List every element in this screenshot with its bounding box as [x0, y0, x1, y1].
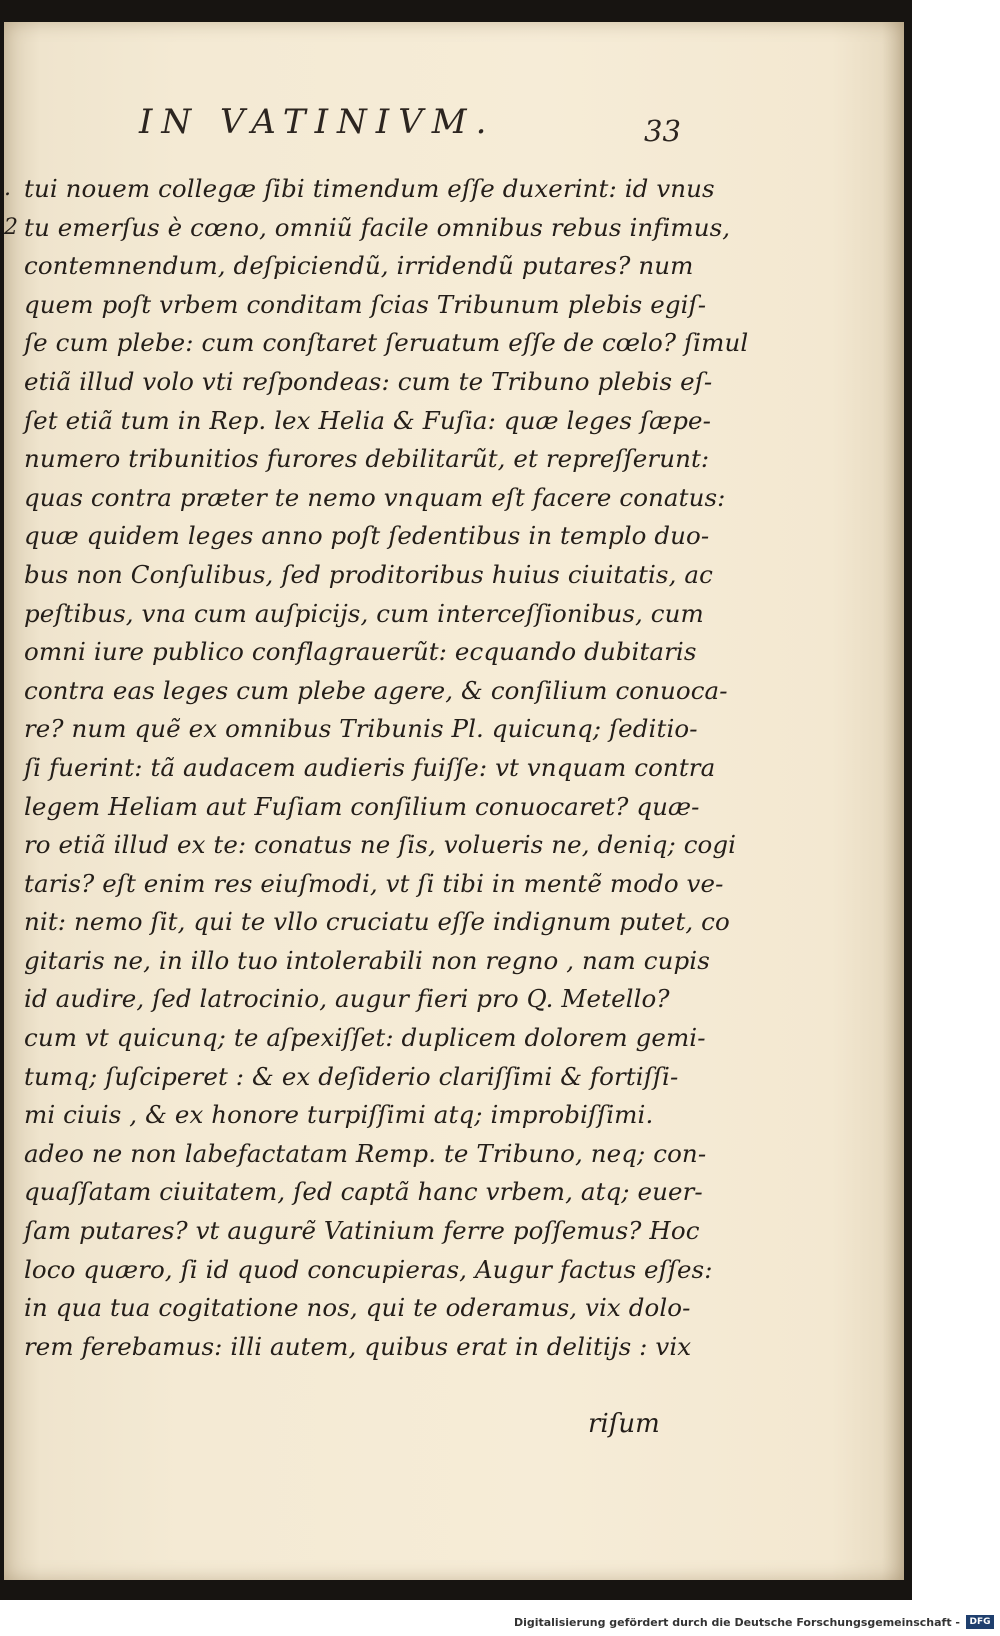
text-line	[4, 1058, 904, 1097]
text-line	[4, 324, 904, 363]
text-line	[4, 1289, 904, 1328]
text-line-content: bus non Conſulibus, ſed proditoribus huius ciuitatis, ac	[24, 559, 713, 589]
text-line	[4, 633, 904, 672]
text-line	[4, 942, 904, 981]
text-line-content: ſam putares? vt augurẽ Vatinium ferre poſſemus? Hoc	[24, 1216, 700, 1246]
catchword: riſum	[588, 1409, 660, 1439]
text-line-content: in qua tua cogitatione nos, qui te oderamus, vix dolo-	[24, 1293, 691, 1323]
footer-bar	[0, 1613, 1000, 1636]
body-text	[4, 170, 904, 1366]
funding-notice: Digitalisierung gefördert durch die Deutsche Forschungsgemeinschaft -	[513, 1616, 960, 1629]
text-line	[4, 247, 904, 286]
text-line	[4, 1251, 904, 1290]
text-line	[4, 517, 904, 556]
text-line	[4, 1173, 904, 1212]
text-line-content: quem poſt vrbem conditam ſcias Tribunum plebis egiſ-	[24, 289, 707, 319]
page-number: 33	[644, 114, 681, 148]
text-line	[4, 980, 904, 1019]
text-line	[4, 826, 904, 865]
text-line	[4, 556, 904, 595]
text-line-content: tumq; ſuſciperet : & ex deſiderio clariſſimi & fortiſſi-	[24, 1061, 679, 1091]
text-line-content: contemnendum, deſpiciendũ, irridendũ putares? num	[24, 251, 694, 281]
text-line-content: quaſſatam ciuitatem, ſed captã hanc vrbem, atq; euer-	[24, 1177, 703, 1207]
text-line-content: omni iure publico conflagrauerũt: ecquando dubitaris	[24, 637, 697, 667]
book-page-scan	[4, 22, 904, 1580]
text-line-content: cum vt quicunq; te aſpexiſſet: duplicem dolorem gemi-	[24, 1023, 706, 1053]
text-line-content: taris? eſt enim res eiuſmodi, vt ſi tibi in mentẽ modo ve-	[24, 868, 724, 898]
text-line-content: numero tribunitios furores debilitarũt, et repreſſerunt:	[24, 444, 710, 474]
text-line-content: ſet etiã tum in Rep. lex Helia & Fuſia: quæ leges ſæpe-	[24, 405, 712, 435]
text-line-content: gitaris ne, in illo tuo intolerabili non regno , nam cupis	[24, 945, 710, 975]
text-line-content: tu emerſus è cœno, omniũ facile omnibus rebus infimus,	[24, 212, 731, 242]
text-line	[4, 865, 904, 904]
text-line	[4, 440, 904, 479]
text-line-content: mi ciuis , & ex honore turpiſſimi atq; improbiſſimi.	[24, 1100, 654, 1130]
text-line-content: legem Heliam aut Fuſiam conſilium conuocaret? quæ-	[24, 791, 700, 821]
text-line	[4, 903, 904, 942]
text-line-content: loco quæro, ſi id quod concupieras, Augur factus eſſes:	[24, 1254, 713, 1284]
text-line	[4, 286, 904, 325]
running-head: IN VATINIVM.	[139, 102, 496, 142]
text-line-content: nit: nemo ſit, qui te vllo cruciatu eſſe indignum putet, co	[24, 907, 730, 937]
text-line-content: ſe cum plebe: cum conſtaret ſeruatum eſſe de cœlo? ſimul	[24, 328, 749, 358]
text-line	[4, 1019, 904, 1058]
text-line-content: rem ferebamus: illi autem, quibus erat in delitijs : vix	[24, 1331, 692, 1361]
text-line-content: quas contra præter te nemo vnquam eſt facere conatus:	[24, 482, 726, 512]
text-line	[4, 209, 904, 248]
text-line	[4, 749, 904, 788]
text-line	[4, 595, 904, 634]
text-line-content: id audire, ſed latrocinio, augur fieri pro Q. Metello?	[24, 984, 670, 1014]
margin-marker: .	[4, 176, 12, 201]
text-line-content: re? num quẽ ex omnibus Tribunis Pl. quicunq; ſeditio-	[24, 714, 698, 744]
text-line	[4, 1096, 904, 1135]
text-line	[4, 363, 904, 402]
text-line-content: ro etiã illud ex te: conatus ne ſis, volueris ne, deniq; cogi	[24, 830, 737, 860]
text-line-content: tui nouem collegæ ſibi timendum eſſe duxerint: id vnus	[24, 174, 715, 203]
text-line	[4, 710, 904, 749]
margin-marker: 2	[4, 214, 19, 240]
text-line	[4, 479, 904, 518]
text-line	[4, 672, 904, 711]
text-line-content: adeo ne non labefactatam Remp. te Tribuno, neq; con-	[24, 1138, 707, 1168]
text-line	[4, 170, 904, 209]
text-line-content: peſtibus, vna cum auſpicijs, cum interceſſionibus, cum	[24, 598, 704, 628]
text-line	[4, 1212, 904, 1251]
text-line	[4, 402, 904, 441]
text-line	[4, 1328, 904, 1367]
text-line-content: ſi fuerint: tã audacem audieris fuiſſe: vt vnquam contra	[24, 752, 716, 782]
text-line	[4, 1135, 904, 1174]
text-line-content: quæ quidem leges anno poſt ſedentibus in templo duo-	[24, 521, 710, 551]
dfg-logo: DFG	[966, 1615, 994, 1629]
text-line-content: etiã illud volo vti reſpondeas: cum te Tribuno plebis eſ-	[24, 366, 713, 396]
text-line	[4, 788, 904, 827]
text-line-content: contra eas leges cum plebe agere, & conſilium conuoca-	[24, 675, 728, 705]
